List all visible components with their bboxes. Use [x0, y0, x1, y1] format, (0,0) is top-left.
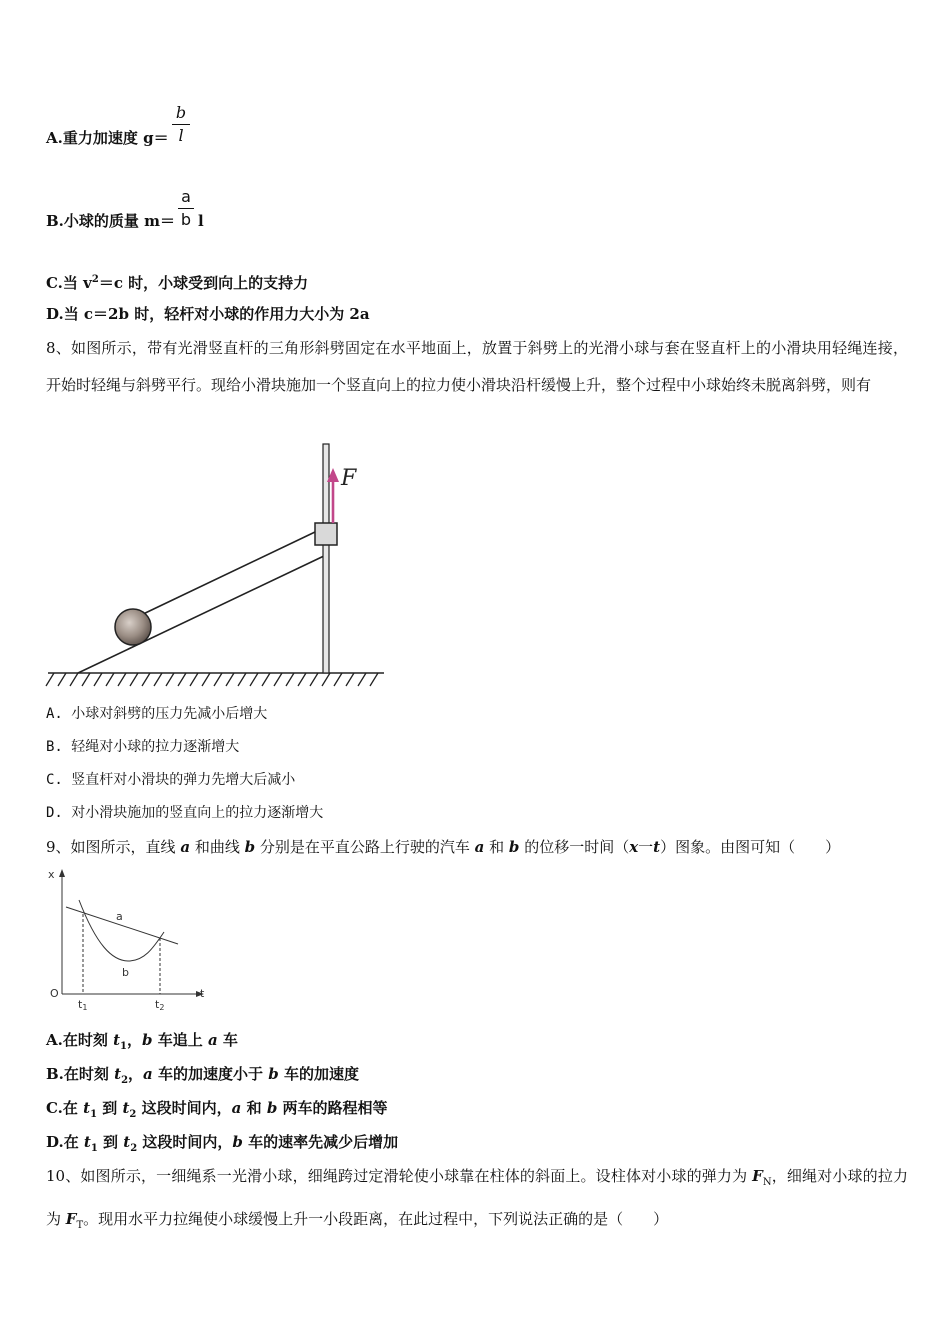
rope	[139, 532, 315, 616]
fraction-denominator: l	[178, 126, 184, 145]
q10-text: ，细绳对小球的拉力为	[46, 1167, 908, 1228]
q9-xt-graph	[44, 866, 214, 1012]
slider-block	[315, 523, 337, 545]
ball	[115, 609, 151, 645]
y-axis-arrow	[59, 869, 65, 877]
t2-label: t2	[155, 998, 165, 1012]
opt-text: ，	[127, 1031, 143, 1049]
opt-text: 车的加速度小于	[152, 1065, 269, 1083]
force-label: F	[341, 466, 357, 491]
opt-sub: 1	[90, 1109, 98, 1120]
q8-option-c: C. 竖直杆对小滑块的弹力先增大后减小	[46, 772, 296, 788]
fraction-denominator: b	[180, 210, 192, 229]
q8-option-d: D. 对小滑块施加的竖直向上的拉力逐渐增大	[46, 805, 324, 821]
line-a-label: a	[116, 910, 123, 923]
opt-text: 到	[97, 1133, 124, 1151]
q7-option-d: D.当 c＝2b 时，轻杆对小球的作用力大小为 2a	[46, 305, 370, 323]
opt-var: t	[113, 1031, 121, 1049]
fraction-numerator: b	[172, 102, 190, 125]
opt-text: 和	[241, 1099, 267, 1117]
opt-text: ，	[128, 1065, 144, 1083]
x-axis-label: t	[200, 987, 205, 1000]
q7-option-a	[46, 128, 169, 148]
q10-sub: N	[762, 1177, 772, 1188]
q7-option-c-pre: C.当 v	[46, 274, 92, 292]
q10-var: F	[752, 1167, 763, 1185]
opt-text: 车追上	[152, 1031, 208, 1049]
q10-text: 10、如图所示，一细绳系一光滑小球，细绳跨过定滑轮使小球靠在柱体的斜面上。设柱体对小球的弹力为	[46, 1167, 753, 1185]
q8-option-a: A. 小球对斜劈的压力先减小后增大	[46, 706, 268, 722]
opt-text: A.在时刻	[46, 1031, 114, 1049]
q7-option-b	[46, 211, 175, 231]
vertical-rod	[323, 444, 329, 673]
q8-option-b: B. 轻绳对小球的拉力逐渐增大	[46, 739, 240, 755]
q9-stem-var: t	[653, 838, 661, 856]
q9-option-b	[46, 1064, 359, 1091]
y-axis-label: x	[48, 868, 55, 881]
opt-var: b	[266, 1099, 278, 1117]
q9-stem-text: 和	[484, 838, 509, 856]
opt-var: b	[268, 1065, 279, 1083]
opt-text: 到	[97, 1099, 123, 1117]
q7-option-b-fraction	[178, 186, 194, 231]
q10-sub: T	[76, 1220, 84, 1231]
q7-option-c	[46, 270, 308, 293]
q9-stem	[46, 837, 840, 857]
opt-var: b	[232, 1133, 243, 1151]
opt-var: t	[83, 1099, 91, 1117]
opt-text: 这段时间内，	[137, 1133, 233, 1151]
fraction-numerator: a	[178, 186, 194, 209]
opt-text: 两车的路程相等	[277, 1099, 388, 1117]
opt-text: 这段时间内，	[136, 1099, 232, 1117]
q9-stem-var: a	[180, 838, 191, 856]
opt-sub: 2	[121, 1075, 129, 1086]
q7-option-b-suffix: l	[198, 212, 204, 230]
opt-text: B.在时刻	[46, 1065, 115, 1083]
opt-text: 车	[217, 1031, 238, 1049]
q7-option-b-label: B.小球的质量 m＝	[46, 212, 175, 230]
q8-figure	[44, 440, 389, 690]
q9-stem-text: 一	[638, 838, 654, 856]
opt-var: a	[143, 1065, 153, 1083]
q9-stem-var: a	[474, 838, 485, 856]
q9-stem-text: 和曲线	[190, 838, 245, 856]
opt-var: t	[122, 1099, 130, 1117]
origin-label: O	[50, 987, 59, 1000]
q9-option-a	[46, 1030, 238, 1057]
opt-sub: 2	[129, 1109, 137, 1120]
q10-var: F	[65, 1210, 77, 1228]
q10-stem	[46, 1158, 908, 1244]
q9-stem-text: 9、如图所示，直线	[46, 838, 181, 856]
t1-label: t1	[78, 998, 88, 1012]
q9-stem-var: b	[244, 838, 256, 856]
q9-stem-var: b	[508, 838, 520, 856]
opt-text: 车的加速度	[278, 1065, 359, 1083]
opt-text: C.在	[46, 1099, 84, 1117]
opt-var: b	[142, 1031, 153, 1049]
q9-option-d	[46, 1132, 398, 1159]
q9-option-c	[46, 1098, 388, 1125]
q7-option-a-label: A.重力加速度 g＝	[46, 129, 169, 147]
opt-var: t	[123, 1133, 131, 1151]
opt-var: t	[114, 1065, 122, 1083]
opt-text: 车的速率先减少后增加	[242, 1133, 399, 1151]
q9-stem-text: 的位移一时间（	[519, 838, 630, 856]
q7-option-a-fraction	[172, 102, 190, 147]
q9-stem-text: 分别是在平直公路上行驶的汽车	[255, 838, 475, 856]
q7-option-c-post: ＝c 时，小球受到向上的支持力	[98, 274, 309, 292]
opt-var: a	[231, 1099, 242, 1117]
q10-text: 。现用水平力拉绳使小球缓慢上升一小段距离，在此过程中，下列说法正确的是（ ）	[83, 1210, 669, 1228]
opt-var: a	[207, 1031, 218, 1049]
incline-surface	[78, 555, 326, 673]
curve-b-label: b	[122, 966, 129, 979]
q9-stem-text: ）图象。由图可知（ ）	[660, 838, 841, 856]
q7-option-c-sup: 2	[91, 274, 99, 285]
opt-var: t	[83, 1133, 91, 1151]
ground-hatching	[46, 673, 378, 686]
q8-stem: 8、如图所示，带有光滑竖直杆的三角形斜劈固定在水平地面上，放置于斜劈上的光滑小球与套在竖直杆上的小滑块用轻绳连接，开始时轻绳与斜劈平行。现给小滑块施加一个竖直向上的拉力使小滑块沿杆缓慢上升，整个过程中小球始终未脱离斜劈，则有	[46, 339, 908, 394]
opt-text: D.在	[46, 1133, 84, 1151]
q9-stem-var: x	[629, 838, 639, 856]
opt-sub: 1	[90, 1143, 98, 1154]
opt-sub: 1	[120, 1041, 127, 1052]
opt-sub: 2	[130, 1143, 138, 1154]
